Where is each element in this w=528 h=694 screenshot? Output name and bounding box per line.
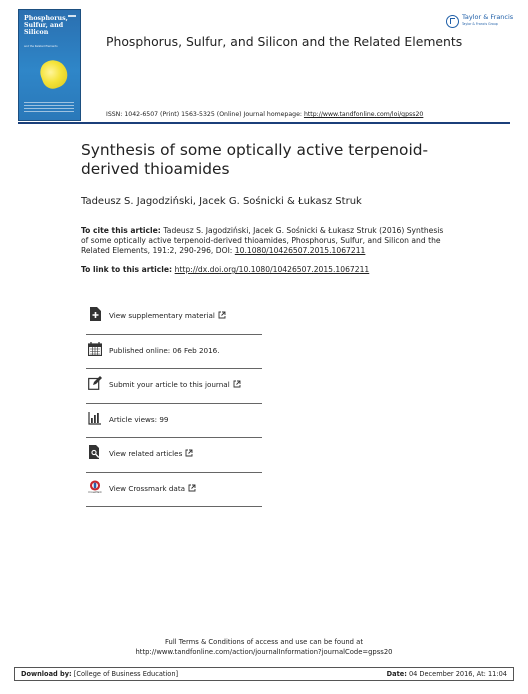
search-document-icon (88, 445, 102, 459)
issn-text: ISSN: 1042-6507 (Print) 1563-5325 (Online) Journal homepage: (106, 111, 304, 118)
article-title: Synthesis of some optically active terpenoid-derived thioamides (81, 141, 429, 178)
calendar-icon (88, 342, 102, 356)
citation-text: Tadeusz S. Jagodziński, Jacek G. Sośnicki & Łukasz Struk (2016) Synthesis of some optically active terpenoid-derived thioamides, Phosphorus, Sulfur, and Silicon and the Related Elements, 191:2, 290-296, DOI: (81, 226, 444, 255)
cover-title: Phosphorus, Sulfur, and Silicon (24, 15, 68, 36)
info-item-label: Published online: 06 Feb 2016. (109, 345, 220, 355)
download-date (387, 670, 507, 678)
cover-subtitle: and the Related Elements (24, 45, 58, 48)
info-item-views (86, 404, 262, 439)
external-link-icon (218, 311, 226, 321)
journal-homepage-link[interactable]: http://www.tandfonline.com/loi/gpss20 (303, 111, 424, 118)
article-authors: Tadeusz S. Jagodziński, Jacek G. Sośnicki & Łukasz Struk (81, 196, 362, 207)
terms-url-link[interactable]: http://www.tandfonline.com/action/journalInformation?journalCode=gpss20 (135, 647, 393, 656)
external-link-icon (188, 484, 196, 494)
info-item-submit[interactable] (86, 369, 262, 404)
journal-cover-image (18, 9, 81, 121)
bar-chart-icon (88, 411, 102, 425)
citation-label: To cite this article: (81, 226, 164, 235)
download-by (21, 670, 178, 678)
cover-text-lines (24, 102, 74, 114)
info-item-label: Submit your article to this journal (109, 380, 230, 389)
download-info-bar (14, 667, 514, 681)
publisher-logo-icon (446, 15, 459, 28)
download-date-value: 04 December 2016, At: 11:04 (406, 670, 507, 678)
info-item-related[interactable] (86, 438, 262, 473)
terms-footer (0, 638, 528, 657)
info-item-label: View related articles (109, 449, 183, 458)
article-link-url[interactable]: http://dx.doi.org/10.1080/10426507.2015.1067211 (174, 265, 370, 274)
header-divider (18, 122, 510, 124)
edit-icon (88, 376, 102, 390)
article-info-list (86, 300, 262, 507)
plus-document-icon (88, 307, 102, 321)
download-by-value: [College of Business Education] (71, 670, 179, 678)
external-link-icon (185, 449, 193, 459)
crossmark-icon (88, 480, 102, 494)
info-item-supplementary[interactable] (86, 300, 262, 335)
info-item-label: Article views: 99 (109, 414, 169, 424)
article-link-line (81, 265, 369, 274)
citation-doi-link[interactable]: 10.1080/10426507.2015.1067211 (234, 246, 366, 255)
journal-title: Phosphorus, Sulfur, and Silicon and the Related Elements (106, 34, 463, 49)
info-item-crossmark[interactable] (86, 473, 262, 508)
cover-crystal-illustration (37, 56, 71, 91)
publisher-logo[interactable] (446, 14, 513, 28)
download-date-label: Date: (386, 670, 407, 678)
info-item-published (86, 335, 262, 370)
publisher-tagline: Taylor & Francis Group (462, 22, 498, 26)
terms-line: Full Terms & Conditions of access and use can be found at (165, 638, 363, 646)
external-link-icon (233, 380, 241, 390)
citation-block (81, 226, 451, 256)
info-item-label: View Crossmark data (109, 483, 186, 493)
issn-line (106, 111, 423, 118)
publisher-name: Taylor & Francis (462, 13, 514, 21)
article-link-label: To link to this article: (81, 265, 175, 274)
download-by-label: Download by: (21, 670, 72, 678)
info-item-label: View supplementary material (109, 311, 215, 320)
crossmark-caption: CrossMark (88, 490, 102, 494)
